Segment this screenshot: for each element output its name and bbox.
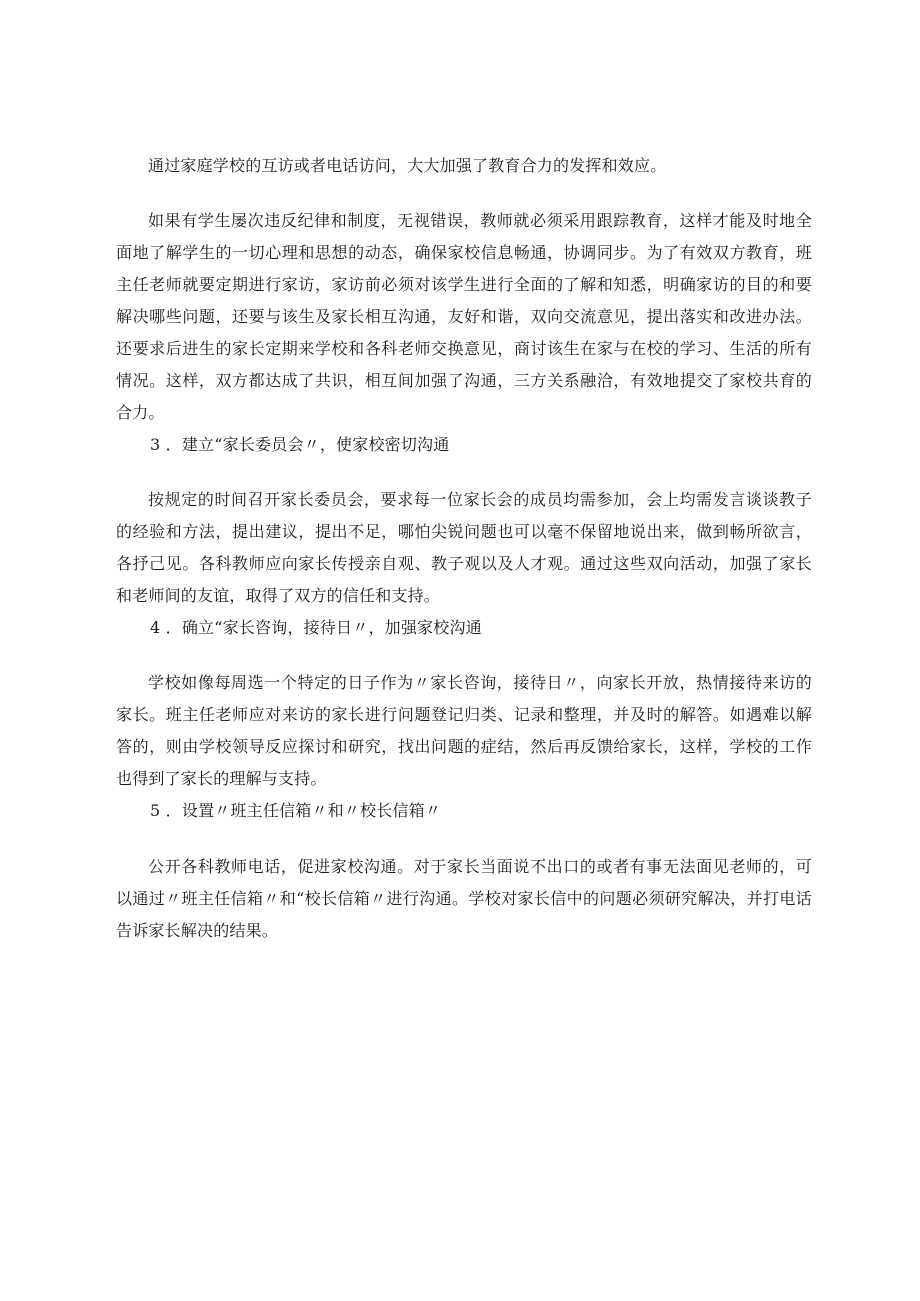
paragraph-tracking-education: 如果有学生屡次违反纪律和制度，无视错误，教师就必须采用跟踪教育，这样才能及时地全面地了解学生的一切心理和思想的动态，确保家校信息畅通，协调同步。为了有效双方教育，班主任老师就要定期进行家访，家访前必须对该学生进行全面的了解和知悉，明确家访的目的和要解决哪些问题，还要与该生及家长相互沟通，友好和谐，双向交流意见，提出落实和改进办法。还要求后进生的家长定期来学校和各科老师交换意见，商讨该生在家与在校的学习、生活的所有情况。这样，双方都达成了共识，相互间加强了沟通，三方关系融洽，有效地提交了家校共育的合力。 xyxy=(116,211,812,422)
paragraph-home-visit-summary: 通过家庭学校的互访或者电话访问，大大加强了教育合力的发挥和效应。 xyxy=(148,156,667,175)
section-heading-3: 3 ．建立“家长委员会〃，使家校密切沟通 xyxy=(150,435,450,454)
paragraph-mailboxes: 公开各科教师电话，促进家校沟通。对于家长当面说不出口的或者有事无法面见老师的，可以通过〃班主任信箱〃和“校长信箱〃进行沟通。学校对家长信中的问题必须研究解决，并打电话告诉家长解决的结果。 xyxy=(116,857,812,940)
document-page xyxy=(116,150,812,947)
section-heading-5: 5 ．设置〃班主任信箱〃和〃校长信箱〃 xyxy=(150,801,442,820)
section-heading-4: 4 ．确立“家长咨询，接待日〃，加强家校沟通 xyxy=(150,618,482,637)
paragraph-parent-committee: 按规定的时间召开家长委员会，要求每一位家长会的成员均需参加，会上均需发言谈谈教子的经验和方法，提出建议，提出不足，哪怕尖锐问题也可以毫不保留地说出来，做到畅所欲言，各抒己见。各科教师应向家长传授亲自观、教子观以及人才观。通过这些双向活动，加强了家长和老师间的友谊，取得了双方的信任和支持。 xyxy=(116,490,812,605)
paragraph-consultation-day: 学校如像每周选一个特定的日子作为〃家长咨询，接待日〃，向家长开放，热情接待来访的家长。班主任老师应对来访的家长进行问题登记归类、记录和整理，并及时的解答。如遇难以解答的，则由学校领导反应探讨和研究，找出问题的症结，然后再反馈给家长，这样，学校的工作也得到了家长的理解与支持。 xyxy=(116,673,812,788)
